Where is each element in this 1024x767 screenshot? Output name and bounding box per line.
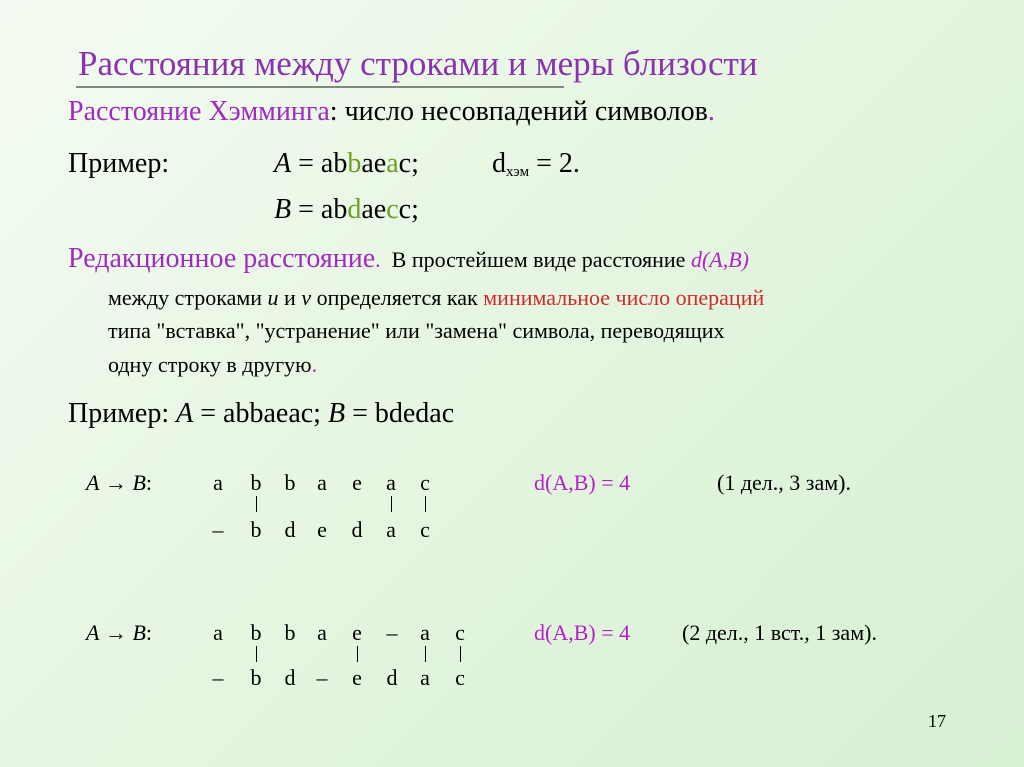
hamming-colon: : (329, 96, 338, 127)
alignment2-match-bar (425, 646, 426, 662)
alignment2-top-char: c (455, 620, 465, 645)
alignment2-bottom-char: – (212, 665, 224, 690)
alignment2-top-char: – (386, 620, 398, 645)
alignment2-top-char: a (213, 620, 223, 645)
example2: Пример: A = abbaeac; B = bdedac (68, 398, 455, 429)
page-number: 17 (928, 711, 946, 731)
hamming-period: . (707, 96, 715, 127)
alignment2-bottom-char: c (455, 665, 465, 690)
alignment2-bottom-char: a (420, 665, 430, 690)
alignment2-note: (2 дел., 1 вст., 1 зам). (682, 620, 877, 645)
alignment1-bottom-char: a (386, 517, 396, 542)
edit-distance-line4: одну строку в другую. (108, 352, 318, 377)
alignment2-match-bar (460, 646, 461, 662)
alignment2-top-char: a (420, 620, 430, 645)
alignment1-top-char: c (420, 470, 430, 495)
hamming-text: число несовпадений символов (337, 96, 708, 127)
alignment1-bottom-char: e (317, 517, 327, 542)
example1-string-b: B = abdaecc; (274, 194, 419, 225)
alignment2-match-bar (256, 646, 257, 662)
alignment2-label: A → B: (86, 620, 153, 645)
hamming-distance-value: $d_{хэм} = 2$. (492, 148, 580, 180)
alignment1-match-bar (391, 496, 392, 512)
alignment1-top-char: a (213, 470, 223, 495)
alignment1-distance: d(A,B) = 4 (534, 470, 631, 495)
edit-distance-symbol: d(A,B) (690, 247, 749, 272)
alignment1-top-char: b (250, 470, 262, 495)
alignment1-bottom-char: d (351, 517, 363, 542)
alignment1-bottom-char: c (420, 517, 430, 542)
edit-distance-line1: Редакционное расстояние. В простейшем виде расстояние d(A,B) (68, 243, 749, 274)
alignment1-top-char: b (284, 470, 296, 495)
alignment1-bottom-char: b (250, 517, 262, 542)
alignment2-match-bar (357, 646, 358, 662)
page-title: Расстояния между строками и меры близости (78, 44, 758, 83)
alignment1-bottom-char: d (284, 517, 296, 542)
alignment1-note: (1 дел., 3 зам). (717, 470, 851, 495)
alignment2-bottom-char: e (352, 665, 362, 690)
alignment1-bottom-char: – (212, 517, 224, 542)
edit-distance-highlight: минимальное число операций (483, 285, 765, 310)
hamming-definition (68, 96, 715, 128)
title-underline (76, 86, 564, 88)
alignment2-bottom-char: d (386, 665, 398, 690)
alignment2-bottom-char: – (316, 665, 328, 690)
example1-label: Пример: (68, 148, 170, 179)
alignment1-match-bar (425, 496, 426, 512)
example1-string-a: A = abbaeac; (274, 148, 419, 179)
alignment2-top-char: e (352, 620, 362, 645)
edit-distance-line3: типа "вставка", "устранение" или "замена" символа, переводящих (108, 318, 725, 343)
edit-distance-line2: между строками u и v определяется как минимальное число операций (108, 285, 765, 310)
hamming-term: Расстояние Хэмминга (68, 96, 330, 127)
alignment1-top-char: a (386, 470, 396, 495)
alignment1-label: A → B: (86, 470, 153, 495)
alignment2-distance: d(A,B) = 4 (534, 620, 631, 645)
alignment1-match-bar (256, 496, 257, 512)
alignment2-bottom-char: b (250, 665, 262, 690)
alignment2-top-char: b (250, 620, 262, 645)
alignment2-bottom-char: d (284, 665, 296, 690)
alignment1-top-char: a (317, 470, 327, 495)
edit-distance-term: Редакционное расстояние (68, 243, 376, 274)
alignment1-top-char: e (352, 470, 362, 495)
alignment2-top-char: b (284, 620, 296, 645)
alignment2-top-char: a (317, 620, 327, 645)
